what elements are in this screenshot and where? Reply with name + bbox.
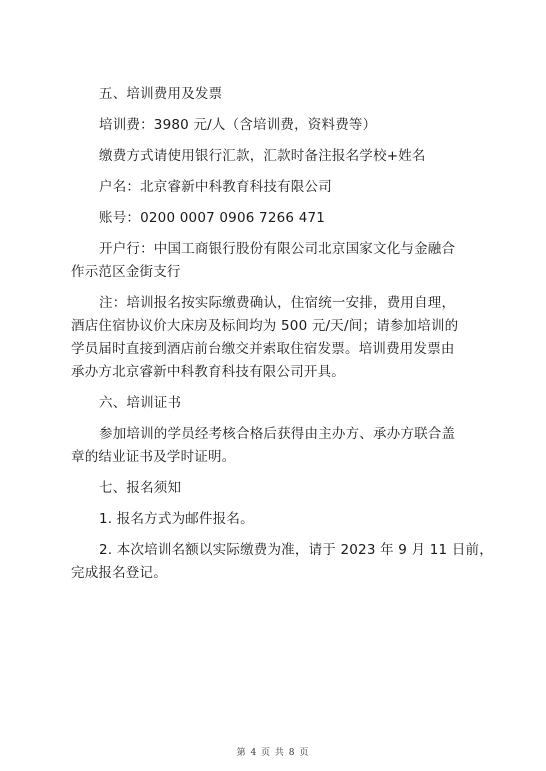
registration-item-1: 1. 报名方式为邮件报名。 <box>99 511 254 527</box>
registration-item-2: 2. 本次培训名额以实际缴费为准，请于 2023 年 9 月 11 日前， <box>99 542 493 558</box>
section-heading-registration: 七、报名须知 <box>99 480 182 496</box>
account-number-line: 账号：0200 0007 0906 7266 471 <box>99 210 326 226</box>
page-number-footer: 第 4 页 共 8 页 <box>236 748 310 758</box>
note-line-3: 学员届时直接到酒店前台缴交并索取住宿发票。培训费用发票由 <box>71 341 455 357</box>
registration-item-2-continued: 完成报名登记。 <box>71 565 167 581</box>
certificate-line-2: 章的结业证书及学时证明。 <box>71 449 236 465</box>
note-line-4: 承办方北京睿新中科教育科技有限公司开具。 <box>71 364 345 380</box>
payment-method-line: 缴费方式请使用银行汇款，汇款时备注报名学校+姓名 <box>99 148 426 164</box>
note-line-2: 酒店住宿协议价大床房及标间均为 500 元/天/间；请参加培训的 <box>71 318 459 334</box>
section-heading-certificate: 六、培训证书 <box>99 395 182 411</box>
account-name-line: 户名：北京睿新中科教育科技有限公司 <box>99 179 332 195</box>
note-line-1: 注：培训报名按实际缴费确认，住宿统一安排，费用自理， <box>99 295 456 311</box>
certificate-line-1: 参加培训的学员经考核合格后获得由主办方、承办方联合盖 <box>99 426 456 442</box>
bank-line-continued: 作示范区金街支行 <box>71 264 181 280</box>
section-heading-fees: 五、培训费用及发票 <box>99 86 223 102</box>
bank-line: 开户行：中国工商银行股份有限公司北京国家文化与金融合 <box>99 241 456 257</box>
training-fee-line: 培训费：3980 元/人（含培训费，资料费等） <box>99 117 377 133</box>
